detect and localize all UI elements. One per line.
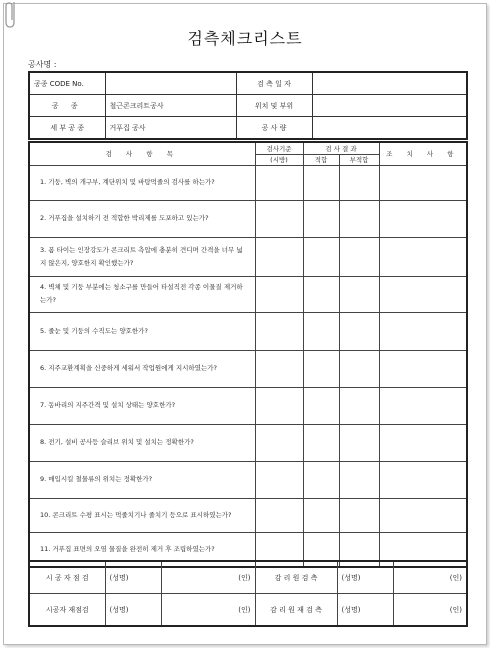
check-item-11: 11. 거푸집 표면의 오염 물질을 완전히 제거 후 조립하였는가?	[29, 532, 255, 567]
fail-cell[interactable]	[339, 498, 379, 532]
resupervisor-name[interactable]: (성명)	[337, 594, 393, 627]
inspector-label: 시 공 자 점 검	[29, 561, 105, 594]
pass-cell[interactable]	[303, 461, 339, 498]
resupervisor-label: 감 리 원 재 검 측	[255, 594, 337, 627]
check-item-10: 10. 콘크리트 수평 표시는 먹줄치기나 줄치기 등으로 표시하였는가?	[29, 498, 255, 532]
reinspector-seal[interactable]: (인)	[161, 594, 255, 627]
action-cell[interactable]	[379, 461, 467, 498]
check-item-9: 9. 매입시킬 철물류의 위치는 정확한가?	[29, 461, 255, 498]
action-cell[interactable]	[379, 350, 467, 387]
standard-cell[interactable]	[255, 237, 303, 276]
fail-cell[interactable]	[339, 350, 379, 387]
supervisor-seal[interactable]: (인)	[393, 561, 467, 594]
type-label: 공 종	[29, 95, 105, 117]
check-item-6: 6. 지주교환계획을 신중하게 세워서 작업원에게 지시하였는가?	[29, 350, 255, 387]
check-item-4: 4. 벽체 및 기둥 부분에는 청소구를 만들어 타설직전 각종 이물질 제거하는가?	[29, 276, 255, 312]
amount-value[interactable]	[312, 117, 467, 140]
action-cell[interactable]	[379, 312, 467, 350]
action-cell[interactable]	[379, 237, 467, 276]
check-item-8: 8. 전기, 설비 공사등 슬리브 위치 및 설치는 정확한가?	[29, 424, 255, 461]
standard-cell[interactable]	[255, 387, 303, 424]
inspector-name[interactable]: (성명)	[105, 561, 161, 594]
date-label: 검 측 일 자	[236, 72, 312, 95]
signature-table	[28, 560, 468, 627]
action-cell[interactable]	[379, 165, 467, 200]
fail-cell[interactable]	[339, 237, 379, 276]
standard-cell[interactable]	[255, 165, 303, 200]
project-name-label: 공사명 :	[28, 60, 57, 69]
type-value[interactable]: 철근콘크리트공사	[105, 95, 236, 117]
pass-cell[interactable]	[303, 200, 339, 237]
inspector-seal[interactable]: (인)	[161, 561, 255, 594]
code-label: 공종 CODE No.	[29, 72, 105, 95]
check-item-2: 2. 거푸집을 설치하기 전 적합한 박리제를 도포하고 있는가?	[29, 200, 255, 237]
header-result: 검 사 결 과	[303, 142, 379, 154]
pass-cell[interactable]	[303, 350, 339, 387]
fail-cell[interactable]	[339, 424, 379, 461]
location-value[interactable]	[312, 95, 467, 117]
amount-label: 공 사 량	[236, 117, 312, 140]
standard-cell[interactable]	[255, 350, 303, 387]
pass-cell[interactable]	[303, 424, 339, 461]
header-standard-sub: (시방)	[255, 154, 303, 165]
standard-cell[interactable]	[255, 424, 303, 461]
header-action: 조 치 사 항	[379, 142, 467, 165]
pass-cell[interactable]	[303, 237, 339, 276]
check-item-1: 1. 기둥, 벽의 개구부, 계단위치 및 바탕먹줄의 검사를 하는가?	[29, 165, 255, 200]
info-table	[28, 71, 468, 140]
header-items: 검 사 항 목	[29, 142, 255, 165]
location-label: 위치 및 부위	[236, 95, 312, 117]
standard-cell[interactable]	[255, 276, 303, 312]
supervisor-name[interactable]: (성명)	[337, 561, 393, 594]
action-cell[interactable]	[379, 200, 467, 237]
fail-cell[interactable]	[339, 461, 379, 498]
pass-cell[interactable]	[303, 312, 339, 350]
header-pass: 적합	[303, 154, 339, 165]
standard-cell[interactable]	[255, 312, 303, 350]
detail-label: 세 부 공 종	[29, 117, 105, 140]
action-cell[interactable]	[379, 424, 467, 461]
fail-cell[interactable]	[339, 200, 379, 237]
action-cell[interactable]	[379, 387, 467, 424]
checklist-table	[28, 141, 468, 568]
detail-value[interactable]: 거푸집 공사	[105, 117, 236, 140]
pass-cell[interactable]	[303, 276, 339, 312]
check-item-7: 7. 동바리의 지주간격 및 설치 상태는 양호한가?	[29, 387, 255, 424]
fail-cell[interactable]	[339, 276, 379, 312]
pass-cell[interactable]	[303, 387, 339, 424]
standard-cell[interactable]	[255, 200, 303, 237]
pass-cell[interactable]	[303, 165, 339, 200]
resupervisor-seal[interactable]: (인)	[393, 594, 467, 627]
standard-cell[interactable]	[255, 461, 303, 498]
date-value[interactable]	[312, 72, 467, 95]
action-cell[interactable]	[379, 276, 467, 312]
pass-cell[interactable]	[303, 498, 339, 532]
check-item-5: 5. 줄눈 및 기둥의 수직도는 양호한가?	[29, 312, 255, 350]
header-fail: 부적합	[339, 154, 379, 165]
page-title: 검측체크리스트	[187, 29, 303, 48]
fail-cell[interactable]	[339, 165, 379, 200]
supervisor-label: 감 리 원 검 측	[255, 561, 337, 594]
action-cell[interactable]	[379, 498, 467, 532]
standard-cell[interactable]	[255, 498, 303, 532]
fail-cell[interactable]	[339, 387, 379, 424]
reinspector-label: 시공자 재점검	[29, 594, 105, 627]
fail-cell[interactable]	[339, 312, 379, 350]
header-standard: 검사기준	[255, 142, 303, 154]
check-item-3: 3. 폼 타이는 인장강도가 콘크리트 측압에 충분히 견디며 간격을 너무 넓지 않은지, 양호한지 확인했는가?	[29, 237, 255, 276]
code-value[interactable]	[105, 72, 236, 95]
reinspector-name[interactable]: (성명)	[105, 594, 161, 627]
